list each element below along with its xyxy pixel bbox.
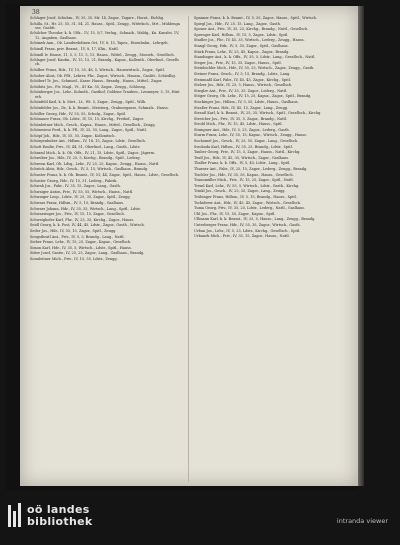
library-logo[interactable] xyxy=(8,503,92,529)
directory-entry: Schönfeld Karl, k. k. Mwt., Lt., Wt. 5, Zagor., Zeugg., Spitl., Wilh. xyxy=(30,100,147,105)
right-column xyxy=(194,16,344,482)
directory-entry: Thurner Ant., Fabr., IV, 25, 15, Zagor., Lederg., Zeugg., Brandg. xyxy=(194,167,308,172)
directory-entry: Schöbitz Jos., Fir. Magl., Vt., 41 Kn. 55, Zagor., Zeugg., Schlossg. xyxy=(30,84,146,89)
page-edge xyxy=(358,6,364,486)
directory-entry: Staudinger Ant., k. k. Offz., IV, 35, 5, Ldstr., Lang., Gesellsch., Nattl. xyxy=(194,55,316,60)
directory-entry: Stelzer Jos., Hdr., IV, 25, 5, Hauss., Wirtsch., Gesellsch. xyxy=(194,83,293,88)
directory-entry: Schönwiese Ferd., k. k. Pfl., IV, 25, 55, Lang., Zagor., Spitl., Nattl. xyxy=(30,128,147,133)
directory-entry: Stumpner Ant., Hdr., IV, 5, 25, Zagor., Lederg., Gasth. xyxy=(194,127,290,132)
directory-entry: Traunmüller Mich., Priv., IV, 15, 25, Zagor., Spitl., Nattl. xyxy=(194,178,294,183)
directory-entry: Schindl Iv. Hause, 11, 5, 5, 11, 5, 11, Hauss., Wittel., Zeugg., Mooseb., Gesellsch. xyxy=(30,52,175,57)
directory-entry: Sturm Franz, Lehr., IV, 55, 15, Kapuz., Wirtsch., Zeugg., Hauss. xyxy=(194,133,307,138)
directory-entry: Schilcher Theodor, k. k. Uffz., 1V, 15, 5/7, Verlag., Schnaib., Waldg., Kn. Kanzlei, 1V, 12, Angaben, Gaslhaus. xyxy=(30,31,180,40)
logo-line2: bibliothek xyxy=(27,515,93,528)
directory-entry: Sponer Ant., Priv., IV, 35, 25, Kirchg., Brandg., Nattl., Gesellsch. xyxy=(194,27,309,32)
viewer-footer xyxy=(0,497,400,545)
directory-entry: Schreiber Jos., Hdr., IV, 25, 5, Kirchg., Brandg., Spitl., Lederg. xyxy=(30,156,141,161)
directory-entry: Strauß Karl, k. k. Beamt., IV, 25, 35, Wirtsch., Spitl., Gesellsch., Kirchg. xyxy=(194,111,322,116)
directory-entry: Tauber Georg, Priv., IV, 15, 5, Zagor., Hauss., Nattl., Kirchg. xyxy=(194,150,301,155)
directory-entry: Schlager Josef, Schuhm., IV, 35, 35. Mr. 14, Zagor., Tagarz., Horat., Eichhg. xyxy=(30,16,165,20)
directory-entry: Schönberger Jos., Lehr., Kolnoth., Gasthof, Goldene Trauben., Lenmeyer, 5, 15, Hinterh. xyxy=(30,90,180,99)
directory-entry: Sonnleitner Mich., Priv., IV, 15, 55, Ldstr., Zeugg. xyxy=(30,256,118,261)
directory-entry: Tischler Jos., Hdr., IV, 35, 55, Kapuz., Hauss., Gesellsch. xyxy=(194,172,294,177)
directory-entry: Schilber Franz, Hdr., 1V, 15, 35, 48, 5, Wirtsch., Hauswirtsch., Zagor., Spitl. xyxy=(30,68,165,73)
directory-entry: Stockinger Jos., Hdlsm., IV, 5, 55, Ldstr., Hauss., Gaslhaus. xyxy=(194,99,299,104)
directory-entry: Treml Karl, Lehr., IV, 55, 5, Wirtsch., Ldstr., Gasth., Kirchg. xyxy=(194,183,300,188)
directory-entry: Suchomel Jos., Gesch., IV, 25, 55, Zagor., Lang., Gesellsch. xyxy=(194,139,299,144)
directory-entry: Schwarzinger Jos., Priv., IV, 15, 15, Zagor., Gesellsch. xyxy=(30,212,125,217)
logo-line1: oö landes xyxy=(27,503,90,516)
directory-entry: Schöberl Tr. Jos., Schmied., Kassr. Hauss., Brandg., Hauss., Mittel., Zagor. xyxy=(30,79,163,84)
directory-entry: Schrems Karl, Ob. Ldsg., Lehr., IV, 25, 25, Kapuz., Zeugg., Hauss., Nattl. xyxy=(30,161,160,166)
directory-entry: Schwab Jos., Fabr., IV, 35, 15, Zagor., Lang., Gasth. xyxy=(30,184,121,189)
directory-entry: Steinbichler Mich., Hdr., IV, 55, 25, Wirtsch., Zagor., Zeugg., Gasth. xyxy=(194,66,315,71)
directory-entry: Straßer Franz, Hdr., IV, 45, 15, Zagor., Lang., Zeugg. xyxy=(194,105,289,110)
directory-entry: Swoboda Karl, Hdlsm., IV, 35, 25, Brandg., Ldstr., Spitl. xyxy=(194,144,293,149)
directory-entry: Schwarz Johann, Hdr., IV, 35, 35, Wirtsch., Lang., Spitl., Ldstr. xyxy=(30,206,141,211)
directory-entry: Schönfelder Jos., Dr., k. k. Beamt., Meisterg., Grabnergasse, Schmalz., Hauss. xyxy=(30,105,169,110)
directory-entry: Stöger Georg, Ob. Lehr., IV, 15, 25, Kapuz., Zagor., Spitl., Brandg. xyxy=(194,94,312,99)
directory-entry: Schönauer Franz, Ob. Ldstr., IV, 15, 15, Kirchg., Freihof., Zagor. xyxy=(30,117,144,122)
directory-entry: Schwaiger Anton, Priv., IV, 55, 55, Wirtsch., Hauss., Nattl. xyxy=(30,189,134,194)
directory-entry: Schröck Alois, Hdr., Gesch., IV, 5, 15, Wirtsch., Gaslhaus., Brandg. xyxy=(30,167,149,172)
directory-entry: Schöpf Joh., Hdr., IV, 55, 55, Zagor., Kollonitsch. xyxy=(30,133,116,138)
directory-entry: Urbanek Mich., Priv., IV, 35, 15, Zagor., Hauss., Nattl. xyxy=(194,234,290,239)
directory-entry: Sitter Josef, Gastw., IV, 25, 25, Zagor., Lang., Gaslhaus., Brandg. xyxy=(30,251,145,256)
directory-entry: Schweighofer Karl, Fhr., IV, 25, 35, Kirchg., Zagor., Hauss. xyxy=(30,217,135,222)
directory-entry: Stangl Georg, Hdr., IV, 5, 55, Zagor., Spitl., Gaslhaus. xyxy=(194,43,289,48)
directory-entry: Urban Jos., Lehr., IV, 5, 25, Ldstr., Kirchg., Gesellsch., Spitl. xyxy=(194,228,301,233)
directory-entry: Sprenger Karl, Hdlsm., IV, 15, 5, Zagor., Ldstr., Spitl. xyxy=(194,32,289,37)
directory-entry: Simon Karl, Hdr., IV, 35, 5, Wirtsch., Ldstr., Spitl., Hauss. xyxy=(30,245,132,250)
library-logo-icon xyxy=(8,503,22,529)
directory-entry: Seiler Jos., Hdr., IV, 55, 15, Zagor., Spitl., Zeugg. xyxy=(30,228,117,233)
directory-entry: Schraml Mich., k. k. Ob. Offz., IV, 21, 15, Ldstr., Spitl., Zagor., Jägerm. xyxy=(30,150,156,155)
directory-entry: Schindl Franz, priv. Beamt., 1V, 8, 17, Klin., Nattl. xyxy=(30,46,119,51)
directory-entry: Trinkl Jos., Gesch., IV, 25, 35, Zagor., Lang., Zeugg. xyxy=(194,189,286,194)
directory-entry: Stärk Franz, Lehr., IV, 25, 45, Kapuz., Zagor., Brandg. xyxy=(194,49,290,54)
directory-entry: Steiner Franz, Gesch., IV, 5, 15, Brandg., Ldstr., Lang. xyxy=(194,71,291,76)
directory-entry: Strobl Mich., Fhr., IV, 15, 45, Ldstr., Hauss., Spitl. xyxy=(194,122,283,127)
directory-entry: Streicher Jos., Priv., IV, 35, 5, Zagor., Brandg., Nattl. xyxy=(194,116,288,121)
directory-entry: Uhl Jos., Fhr., IV, 15, 55, Zagor., Kapuz., Spitl. xyxy=(194,211,276,216)
directory-entry: Spanner Franz, k. k. Beamt., IV, 5, 35, Zagor., Hauss., Spitl., Wirtsch. xyxy=(194,16,318,20)
directory-entry: Schönleitner Mich., Gesch., Kapuz., Hauss., Mittel., Gesellsch., Zeugg. xyxy=(30,122,156,127)
directory-entry: Tschiderer Ant., Hdr., IV, 45, 45, Zagor., Wirtsch., Gesellsch. xyxy=(194,200,302,205)
directory-entry: Schuster Georg, Hdr., IV, 15, 31, Lederg., Fabrik. xyxy=(30,178,118,183)
directory-entry: Schober Alois, Ob. Pflt., Lehrer, Fhr., Zagor., Wirtsch., Hausm., Gaslitt., Schiedbg. xyxy=(30,73,176,78)
left-column xyxy=(30,16,180,482)
directory-entry: Unterberger Franz, Hdr., IV, 55, 35, Zagor., Wirtsch., Gasth. xyxy=(194,222,301,227)
directory-entry: Spiegl Jos., Hdr., IV, 25, 15, Lang., Zagor., Gasth. xyxy=(194,21,281,26)
directory-entry: Stadler Jos., Fhr., IV, 45, 35, Wirtsch., Lederg., Zeugg., Hauss. xyxy=(194,38,305,43)
directory-entry: Schwarz Franz, Hdlsm., IV, 5, 15, Brandg., Gaslhaus. xyxy=(30,201,125,205)
directory-entry: Schilla, St., Hr. 25, 55, 31, 54, 21, Hauss., Spitl., Zeugg., Wittelsch., Mrt., Mühlengasse, Gaslitt. xyxy=(30,21,180,30)
page-number: 38 xyxy=(32,9,40,16)
directory-entry: Schuster Franz, k. k. Ob. Beamt., IV, 51, 44, Zagor., Spitl., Hauss., Ldstr., Gesellsch. xyxy=(30,173,180,178)
viewer-label[interactable]: intranda viewer xyxy=(336,517,388,525)
directory-entry: Tuma Georg, Priv., IV, 35, 25, Ldstr., Lederg., Nattl., Gaslhaus. xyxy=(194,206,306,211)
column-divider xyxy=(188,16,189,482)
directory-entry: Schörgenhuber Ant., Hdlsm., IV, 18, 15, Zagor., Ldstr., Gesellsch. xyxy=(30,139,146,144)
directory-entry: Seidl Georg, k. k. Post, IV, 44, 45, Ldstr., Zagor., Gasth., Wirtsch. xyxy=(30,223,145,228)
directory-entry: Schimek Ann., Ob. Landwebdinen Ort, 1V, 8, 15, Tapez., Eisenbahn., Lehrgeb. xyxy=(30,41,169,46)
scanned-page xyxy=(20,6,358,486)
directory-entry: Schott Emilie, Priv., IV, 44, 51, Oberlind., Lang., Gasth., Ldstr. xyxy=(30,145,141,150)
directory-entry: Schöller Georg, Hdr., IV, 55, 55, Schulg., Zagor., Spitl. xyxy=(30,111,127,116)
directory-entry: Tröbinger Franz, Hdlsm., IV, 5, 15, Brandg., Hauss., Spitl. xyxy=(194,195,297,199)
directory-entry: Ullmann Karl, k. k. Beamt., IV, 25, 5, Hauss., Lang., Zeugg., Brandg. xyxy=(194,217,316,222)
directory-entry: Teufl Jos., Hdr., IV, 45, 35, Wirtsch., Zagor., Gaslhaus. xyxy=(194,155,290,160)
directory-entry: Steinmaßl Karl, Fabr., IV, 45, 45, Zagor., Kirchg., Spitl. xyxy=(194,77,292,82)
directory-entry: Sieber Franz, Lehr., IV, 15, 25, Zagor., Kapuz., Gesellsch. xyxy=(30,240,132,245)
directory-entry: Schwaiger Leop., Ldstr., IV, 25, 35, Zagor., Spitl., Zeugg. xyxy=(30,195,131,200)
directory-entry: Schlager Josef, Kaufm., IV, 15, 15, 21, Brandg., Kapus., Kallenth., Oberlind., Gesellsch. xyxy=(30,58,179,67)
directory-entry: Steger Jos., Priv., IV, 15, 35, Zagor., Hauss., Spitl. xyxy=(194,60,282,65)
directory-entry: Sengstbratl Ant., Priv., IV, 5, 5, Brandg., Lang., Nattl. xyxy=(30,234,125,239)
directory-entry: Thaller Franz, k. k. Offz., IV, 5, 45, Ldstr., Lang., Spitl. xyxy=(194,161,291,166)
directory-entry: Stiegler Ant., Priv., IV, 35, 35, Zagor., Lederg., Nattl. xyxy=(194,88,288,93)
